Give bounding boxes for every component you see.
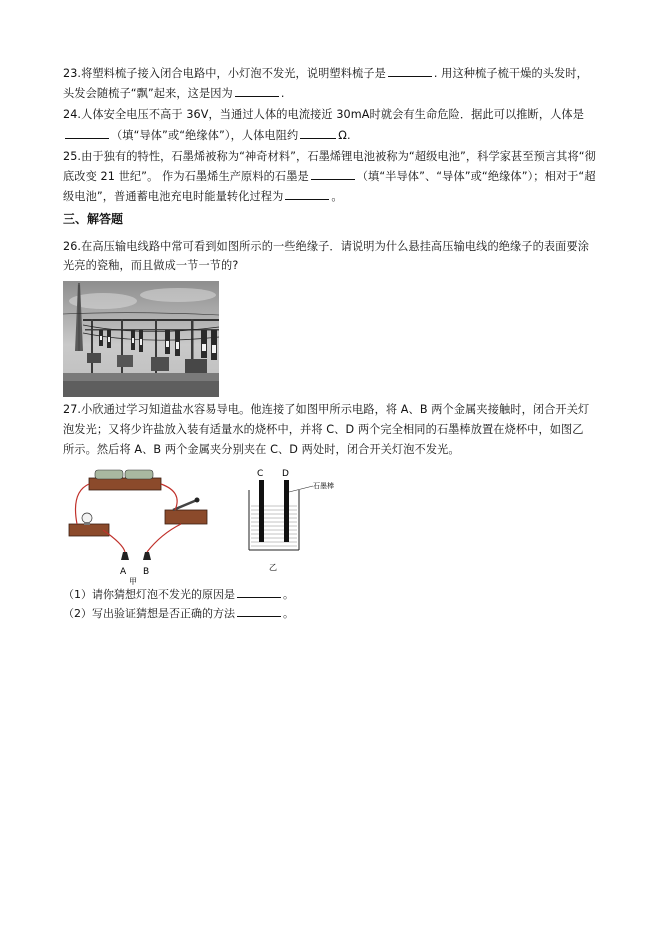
q24-text-1: 24.人体安全电压不高于 36V，当通过人体的电流接近 30mA时就会有生命危险．据此可以推断，人体是	[63, 108, 584, 121]
q27-blank-1[interactable]	[237, 587, 281, 598]
q27-line-1	[63, 403, 589, 417]
q27-line-3	[63, 443, 460, 457]
q25-line-2	[63, 169, 596, 184]
q25-text-1: 25.由于独有的特性，石墨烯被称为“神奇材料”，石墨烯锂电池被称为“超级电池”，科学家甚至预言其将“彻	[63, 150, 596, 163]
q25-text-2: 底改变 21 世纪”。 作为石墨烯生产原料的石墨是	[63, 170, 309, 183]
q24-blank-2[interactable]	[300, 128, 336, 139]
q27-sub-2-tail: 。	[283, 607, 294, 620]
caption-yi: 乙	[269, 563, 277, 572]
q25-text-2-tail: （填“半导体”、“导体”或“绝缘体”）；相对于“超	[356, 170, 596, 183]
q26-text-2: 光亮的瓷釉，而且做成一节一节的?	[63, 259, 239, 272]
q23-line-1	[63, 66, 588, 81]
label-c: C	[257, 469, 264, 479]
q25-line-1	[63, 150, 596, 164]
q24-line-1	[63, 108, 584, 122]
q26-line-1	[63, 240, 589, 254]
q23-blank-2[interactable]	[235, 86, 279, 97]
q26-text-1: 26.在高压输电线路中常可看到如图所示的一些绝缘子．请说明为什么悬挂高压输电线的绝缘子的表面要涂	[63, 240, 590, 253]
q26-line-2	[63, 259, 238, 273]
label-b: B	[143, 567, 150, 577]
q27-sub-1-tail: 。	[283, 588, 294, 601]
q27-sub-2	[63, 606, 294, 621]
caption-jia: 甲	[129, 577, 137, 586]
circuit-figure	[63, 466, 345, 586]
label-graphite: 石墨棒	[313, 482, 334, 490]
q24-blank-1[interactable]	[65, 128, 109, 139]
graphite-rod-c	[259, 480, 264, 542]
label-d: D	[282, 469, 289, 479]
bulb-icon	[82, 513, 92, 523]
insulator-photo	[63, 281, 219, 397]
battery-cell-icon	[125, 470, 153, 479]
q27-text-3: 所示。然后将 A、B 两个金属夹分别夹在 C、D 两处时，闭合开关灯泡不发光。	[63, 443, 460, 456]
q27-text-1: 27.小欣通过学习知道盐水容易导电。他连接了如图甲所示电路，将 A、B 两个金属夹接触时，闭合开关灯	[63, 403, 590, 416]
graphite-rod-d	[284, 480, 289, 542]
q24-line-2	[63, 128, 351, 143]
section-title: 三、解答题	[63, 212, 124, 226]
q23-line-2	[63, 86, 284, 101]
q23-text-2-tail: .	[280, 87, 285, 100]
q25-line-3	[63, 189, 343, 204]
q25-blank-1[interactable]	[311, 169, 355, 180]
q27-sub-2-text: （2）写出验证猜想是否正确的方法	[63, 607, 235, 620]
q25-text-3-tail: 。	[331, 190, 343, 203]
q25-blank-2[interactable]	[285, 189, 329, 200]
q23-text-2: 头发会随梳子“飘”起来，这是因为	[63, 87, 233, 100]
q23-text-1-tail: . 用这种梳子梳干燥的头发时，	[433, 67, 588, 80]
battery-cell-icon	[95, 470, 123, 479]
battery-board	[89, 478, 161, 490]
q24-text-2a: （填“导体”或“绝缘体”），人体电阻约	[111, 129, 299, 142]
label-a: A	[120, 567, 127, 577]
q27-sub-1-text: （1）请你猜想灯泡不发光的原因是	[63, 588, 235, 601]
q27-text-2: 泡发光；又将少许盐放入装有适量水的烧杯中，并将 C、D 两个完全相同的石墨棒放置在烧杯中，如图乙	[63, 423, 584, 436]
q24-text-2b: Ω.	[338, 129, 351, 142]
q23-blank-1[interactable]	[388, 66, 432, 77]
q27-line-2	[63, 423, 584, 437]
switch-board	[165, 510, 207, 524]
q27-blank-2[interactable]	[237, 606, 281, 617]
q25-text-3: 级电池”，普通蓄电池充电时能量转化过程为	[63, 190, 284, 203]
q27-sub-1	[63, 587, 294, 602]
q23-text-1: 23.将塑料梳子接入闭合电路中，小灯泡不发光，说明塑料梳子是	[63, 67, 386, 80]
